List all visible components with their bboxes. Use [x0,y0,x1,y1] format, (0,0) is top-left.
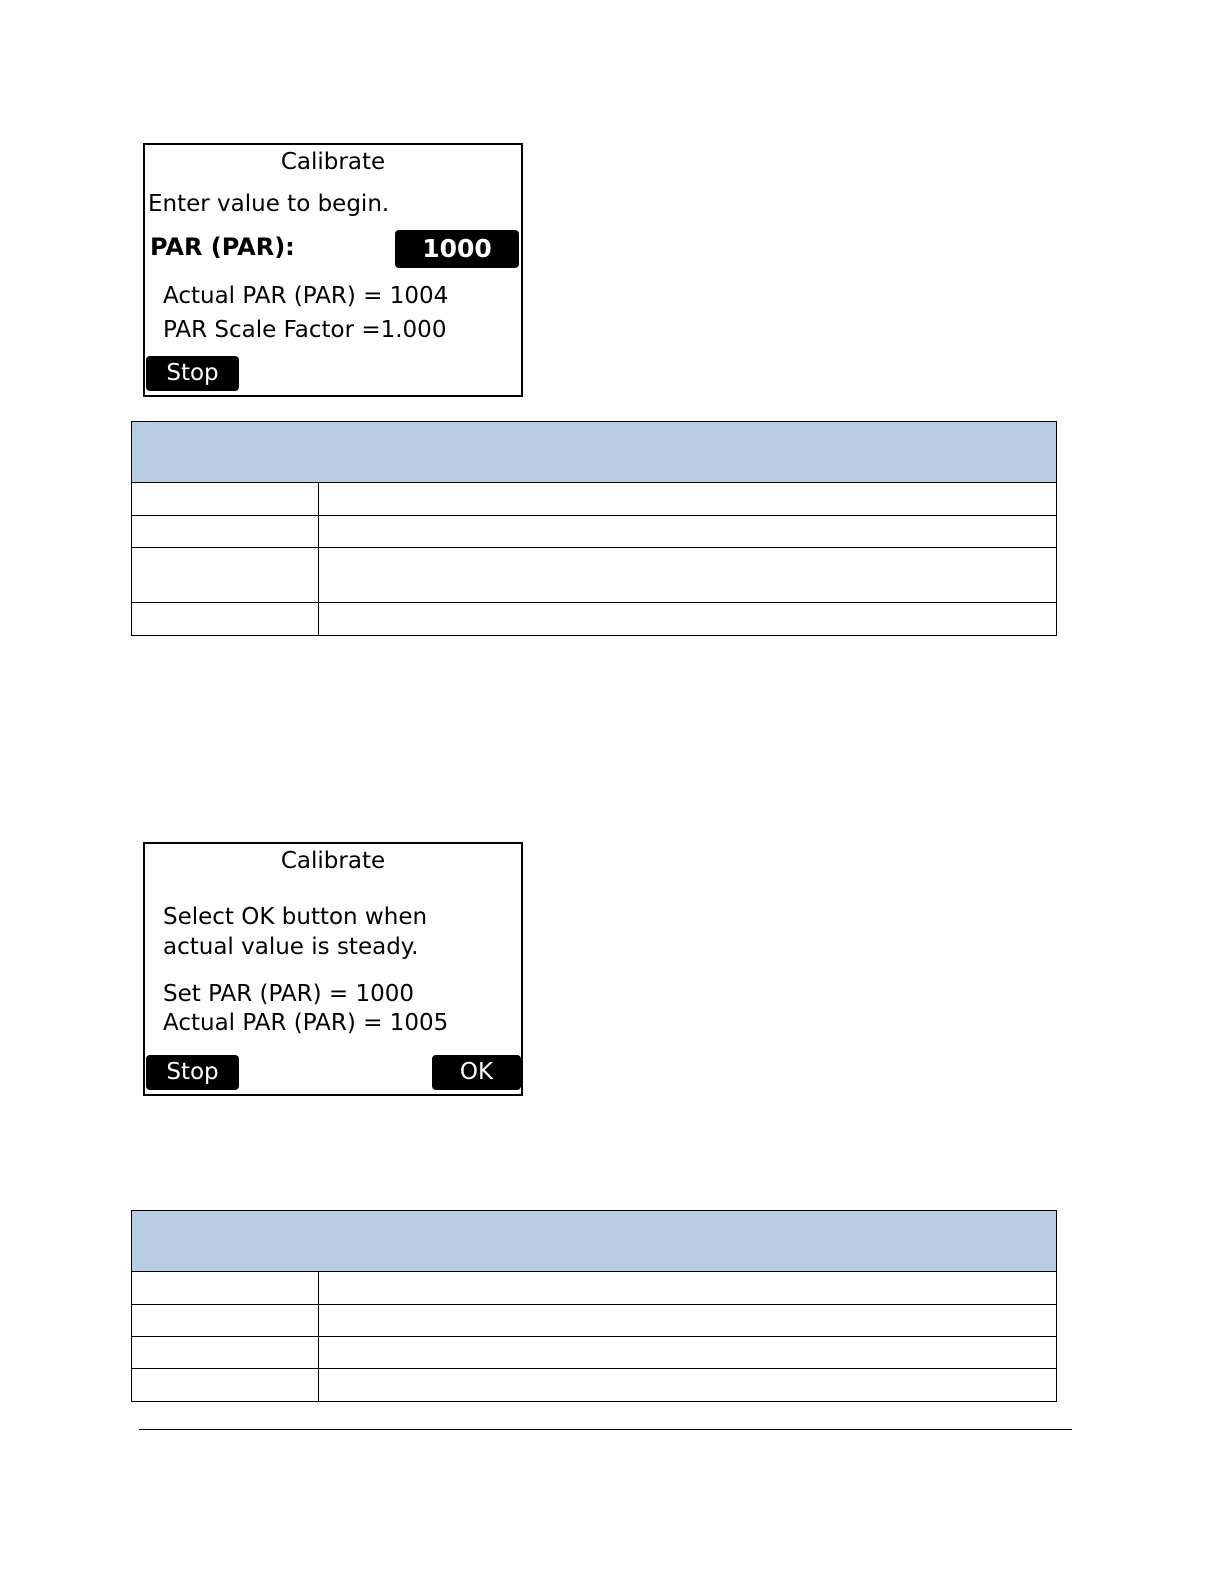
table-header-cell [132,422,1057,483]
table-cell [319,1337,1057,1369]
par-value-input[interactable]: 1000 [395,230,519,268]
table-cell [132,603,319,636]
prompt-text: Enter value to begin. [148,191,390,217]
par-scale-factor-readout: PAR Scale Factor =1.000 [163,317,447,343]
table-cell [132,548,319,603]
table-cell [319,1305,1057,1337]
table-row [132,483,1057,516]
table-cell [319,603,1057,636]
table-cell [132,1305,319,1337]
table-row [132,1369,1057,1402]
table-cell [319,548,1057,603]
table-row [132,603,1057,636]
table-header-cell [132,1211,1057,1272]
par-field-label: PAR (PAR): [150,233,295,261]
table-row [132,1337,1057,1369]
stop-button[interactable]: Stop [146,356,239,391]
instruction-line-2: actual value is steady. [163,934,419,960]
table-header-row [132,1211,1057,1272]
table-cell [132,483,319,516]
table-header-row [132,422,1057,483]
table-cell [319,1272,1057,1305]
table-row [132,548,1057,603]
instruction-line-1: Select OK button when [163,904,428,930]
table-row [132,516,1057,548]
calibrate-screen-confirm [143,842,523,1096]
screen-title: Calibrate [280,149,386,175]
actual-par-readout: Actual PAR (PAR) = 1004 [163,283,449,309]
table-cell [319,516,1057,548]
table-cell [132,1369,319,1402]
table-row [132,1305,1057,1337]
table-cell [319,1369,1057,1402]
set-par-readout: Set PAR (PAR) = 1000 [163,981,414,1007]
ok-button[interactable]: OK [432,1055,521,1090]
footer-divider [139,1429,1072,1430]
parameter-table-1 [131,421,1057,636]
stop-button[interactable]: Stop [146,1055,239,1090]
actual-par-readout: Actual PAR (PAR) = 1005 [163,1010,449,1036]
table-cell [132,1272,319,1305]
parameter-table-2 [131,1210,1057,1402]
table-cell [132,1337,319,1369]
table-cell [319,483,1057,516]
calibrate-screen-enter-value [143,143,523,397]
screen-title: Calibrate [280,848,386,874]
table-row [132,1272,1057,1305]
table-cell [132,516,319,548]
